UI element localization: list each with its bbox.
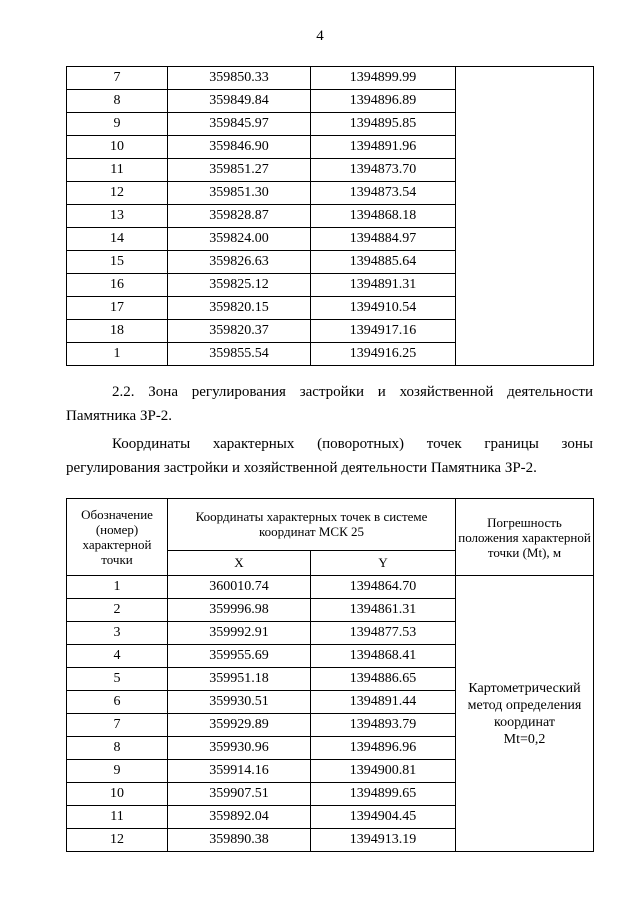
point-number-cell: 9 [67, 760, 168, 783]
x-coordinate-cell: 359824.00 [168, 228, 311, 251]
y-coordinate-cell: 1394886.65 [311, 668, 456, 691]
x-coordinate-cell: 359996.98 [168, 599, 311, 622]
y-coordinate-cell: 1394893.79 [311, 714, 456, 737]
header-y: Y [311, 550, 456, 575]
header-coordinates: Координаты характерных точек в системе координат МСК 25 [168, 499, 456, 551]
x-coordinate-cell: 359929.89 [168, 714, 311, 737]
point-number-cell: 16 [67, 274, 168, 297]
x-coordinate-cell: 359845.97 [168, 113, 311, 136]
y-coordinate-cell: 1394885.64 [311, 251, 456, 274]
coordinates-caption [66, 432, 593, 480]
table2-body [67, 576, 594, 852]
x-coordinate-cell: 359855.54 [168, 343, 311, 366]
x-coordinate-cell: 359892.04 [168, 806, 311, 829]
y-coordinate-cell: 1394868.41 [311, 645, 456, 668]
header-accuracy: Погрешность положения характерной точки (Mt), м [456, 499, 594, 576]
y-coordinate-cell: 1394896.96 [311, 737, 456, 760]
x-coordinate-cell: 359930.96 [168, 737, 311, 760]
point-number-cell: 1 [67, 576, 168, 599]
section-heading-text: 2.2. Зона регулирования застройки и хозяйственной деятельности Памятника ЗР-2. [66, 384, 593, 424]
point-number-cell: 13 [67, 205, 168, 228]
point-number-cell: 4 [67, 645, 168, 668]
x-coordinate-cell: 359849.84 [168, 90, 311, 113]
table-row [67, 67, 594, 90]
header-x: X [168, 550, 311, 575]
y-coordinate-cell: 1394899.99 [311, 67, 456, 90]
zr2-coordinates-table [66, 498, 594, 852]
x-coordinate-cell: 359826.63 [168, 251, 311, 274]
y-coordinate-cell: 1394891.44 [311, 691, 456, 714]
y-coordinate-cell: 1394873.54 [311, 182, 456, 205]
method-text-line: Mt=0,2 [503, 731, 546, 747]
x-coordinate-cell: 359850.33 [168, 67, 311, 90]
method-text-line: координат [494, 714, 555, 730]
y-coordinate-cell: 1394900.81 [311, 760, 456, 783]
point-number-cell: 11 [67, 806, 168, 829]
y-coordinate-cell: 1394916.25 [311, 343, 456, 366]
point-number-cell: 10 [67, 136, 168, 159]
x-coordinate-cell: 359846.90 [168, 136, 311, 159]
x-coordinate-cell: 359820.15 [168, 297, 311, 320]
y-coordinate-cell: 1394864.70 [311, 576, 456, 599]
y-coordinate-cell: 1394910.54 [311, 297, 456, 320]
table1-body [67, 67, 594, 366]
point-number-cell: 15 [67, 251, 168, 274]
point-number-cell: 10 [67, 783, 168, 806]
point-number-cell: 2 [67, 599, 168, 622]
y-coordinate-cell: 1394891.31 [311, 274, 456, 297]
x-coordinate-cell: 359851.27 [168, 159, 311, 182]
coordinates-table-continued [66, 66, 594, 366]
point-number-cell: 18 [67, 320, 168, 343]
x-coordinate-cell: 360010.74 [168, 576, 311, 599]
point-number-cell: 6 [67, 691, 168, 714]
point-number-cell: 3 [67, 622, 168, 645]
x-coordinate-cell: 359825.12 [168, 274, 311, 297]
point-number-cell: 5 [67, 668, 168, 691]
coordinates-caption-text: Координаты характерных (поворотных) точек границы зоны регулирования застройки и хозяйственной деятельности Памятника ЗР-2. [66, 436, 593, 476]
x-coordinate-cell: 359930.51 [168, 691, 311, 714]
point-number-cell: 8 [67, 90, 168, 113]
x-coordinate-cell: 359851.30 [168, 182, 311, 205]
x-coordinate-cell: 359955.69 [168, 645, 311, 668]
method-text-line: метод определения [467, 697, 582, 713]
x-coordinate-cell: 359907.51 [168, 783, 311, 806]
y-coordinate-cell: 1394873.70 [311, 159, 456, 182]
y-coordinate-cell: 1394896.89 [311, 90, 456, 113]
point-number-cell: 1 [67, 343, 168, 366]
point-number-cell: 12 [67, 182, 168, 205]
x-coordinate-cell: 359992.91 [168, 622, 311, 645]
y-coordinate-cell: 1394861.31 [311, 599, 456, 622]
x-coordinate-cell: 359820.37 [168, 320, 311, 343]
header-point-number: Обозначение (номер) характерной точки [67, 499, 168, 576]
section-heading [66, 380, 593, 428]
y-coordinate-cell: 1394891.96 [311, 136, 456, 159]
empty-merged-cell [456, 67, 594, 366]
point-number-cell: 9 [67, 113, 168, 136]
point-number-cell: 12 [67, 829, 168, 852]
y-coordinate-cell: 1394913.19 [311, 829, 456, 852]
method-text-line: Картометрический [468, 680, 581, 696]
point-number-cell: 11 [67, 159, 168, 182]
x-coordinate-cell: 359951.18 [168, 668, 311, 691]
point-number-cell: 7 [67, 67, 168, 90]
x-coordinate-cell: 359828.87 [168, 205, 311, 228]
x-coordinate-cell: 359890.38 [168, 829, 311, 852]
y-coordinate-cell: 1394877.53 [311, 622, 456, 645]
point-number-cell: 7 [67, 714, 168, 737]
y-coordinate-cell: 1394904.45 [311, 806, 456, 829]
point-number-cell: 17 [67, 297, 168, 320]
y-coordinate-cell: 1394868.18 [311, 205, 456, 228]
page-number: 4 [316, 28, 324, 44]
y-coordinate-cell: 1394895.85 [311, 113, 456, 136]
method-cell [456, 576, 594, 852]
table-row [67, 576, 594, 599]
y-coordinate-cell: 1394899.65 [311, 783, 456, 806]
point-number-cell: 14 [67, 228, 168, 251]
y-coordinate-cell: 1394917.16 [311, 320, 456, 343]
y-coordinate-cell: 1394884.97 [311, 228, 456, 251]
x-coordinate-cell: 359914.16 [168, 760, 311, 783]
point-number-cell: 8 [67, 737, 168, 760]
